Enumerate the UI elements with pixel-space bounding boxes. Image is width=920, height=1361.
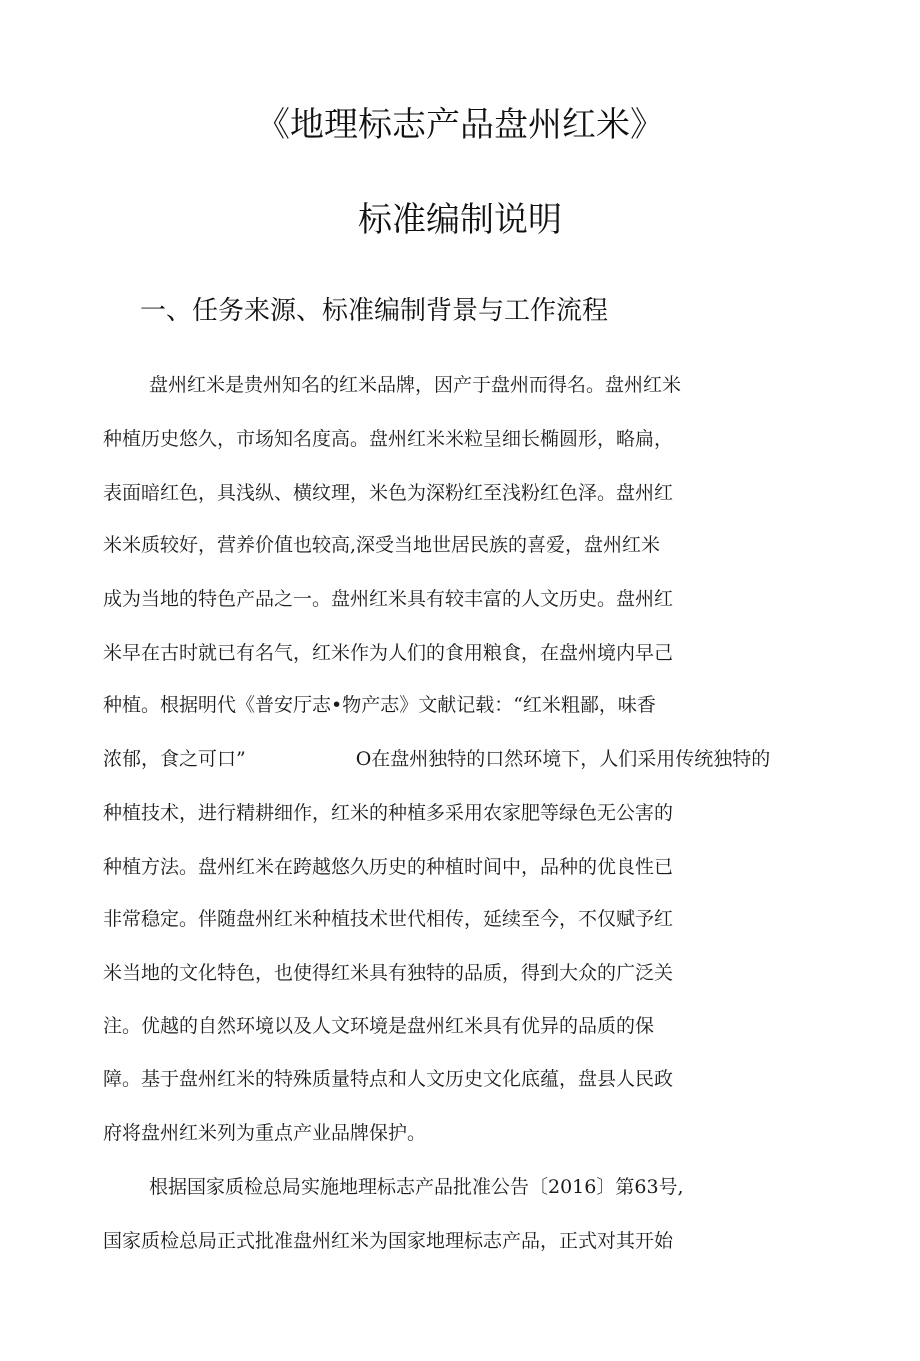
paragraph-line: 种植方法。盘州红米在跨越悠久历史的种植时间中，品种的优良性已 <box>103 856 674 878</box>
paragraph-line-split <box>103 746 770 772</box>
paragraph-line: 种植历史悠久，市场知名度高。盘州红米米粒呈细长椭圆形，略扁， <box>103 428 674 450</box>
paragraph-line: 府将盘州红米列为重点产业品牌保护。 <box>103 1122 427 1144</box>
paragraph-line: 种植技术，进行精耕细作，红米的种植多采用农家肥等绿色无公害的 <box>103 802 674 824</box>
paragraph-line: 根据国家质检总局实施地理标志产品批准公告〔2016〕第63号, <box>149 1176 684 1198</box>
paragraph-line: 米早在古时就已有名气，红米作为人们的食用粮食，在盘州境内早己 <box>103 642 674 664</box>
paragraph-line: 盘州红米是贵州知名的红米品牌，因产于盘州而得名。盘州红米 <box>149 374 682 396</box>
paragraph-line: 米当地的文化特色，也使得红米具有独特的品质，得到大众的广泛关 <box>103 962 674 984</box>
paragraph-line: 成为当地的特色产品之一。盘州红米具有较丰富的人文历史。盘州红 <box>103 588 674 610</box>
paragraph-line: 非常稳定。伴随盘州红米种植技术世代相传，延续至今，不仅赋予红 <box>103 908 674 930</box>
paragraph-line-left: 浓郁，食之可口” <box>103 748 246 770</box>
paragraph-line: 障。基于盘州红米的特殊质量特点和人文历史文化底蕴，盘县人民政 <box>103 1068 674 1090</box>
paragraph-line-right: O在盘州独特的口然环境下，人们采用传统独特的 <box>355 748 771 770</box>
document-title: 《地理标志产品盘州红米》 <box>256 105 664 145</box>
document-subtitle: 标准编制说明 <box>358 200 562 240</box>
paragraph-line: 注。优越的自然环境以及人文环境是盘州红米具有优异的品质的保 <box>103 1015 655 1037</box>
paragraph-line: 米米质较好，营养价值也较高,深受当地世居民族的喜爱，盘州红米 <box>103 534 661 556</box>
paragraph-line: 种植。根据明代《普安厅志•物产志》文献记载：“红米粗鄙，味香 <box>103 694 656 716</box>
paragraph-line: 表面暗红色，具浅纵、横纹理，米色为深粉红至浅粉红色泽。盘州红 <box>103 482 674 504</box>
paragraph-line: 国家质检总局正式批准盘州红米为国家地理标志产品，正式对其开始 <box>103 1230 674 1252</box>
section-heading: 一、任务来源、标准编制背景与工作流程 <box>140 296 609 326</box>
